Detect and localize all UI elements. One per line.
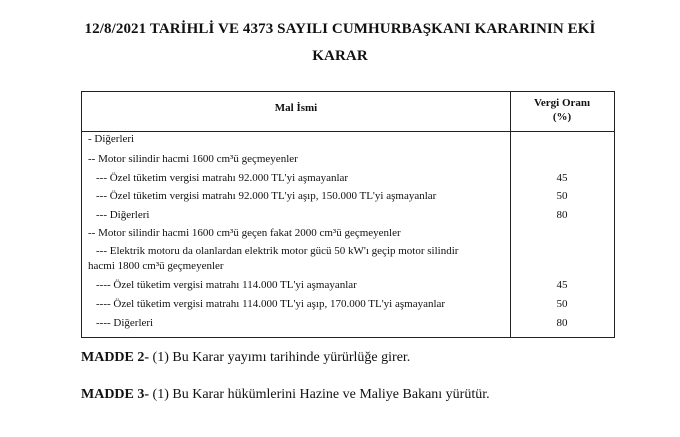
document-title-line2: KARAR bbox=[312, 48, 368, 64]
row-rate: 45 bbox=[556, 279, 568, 291]
row-name: --- Diğerleri bbox=[96, 209, 150, 221]
article-3 bbox=[81, 387, 490, 403]
tax-rate-table bbox=[81, 91, 615, 338]
row-name: hacmi 1800 cm³ü geçmeyenler bbox=[88, 260, 224, 272]
header-product-name: Mal İsmi bbox=[274, 102, 318, 114]
row-name: --- Özel tüketim vergisi matrahı 92.000 TL'yi aşıp, 150.000 TL'yi aşmayanlar bbox=[96, 190, 437, 202]
header-tax-rate-line1: Vergi Oranı bbox=[533, 97, 591, 109]
row-name: ---- Özel tüketim vergisi matrahı 114.000 TL'yi aşmayanlar bbox=[96, 279, 357, 291]
table-header bbox=[82, 92, 614, 132]
article-2-text: (1) Bu Karar yayımı tarihinde yürürlüğe girer. bbox=[149, 350, 411, 365]
document-title bbox=[60, 16, 620, 70]
row-name: -- Motor silindir hacmi 1600 cm³ü geçmeyenler bbox=[88, 153, 298, 165]
article-2 bbox=[81, 350, 410, 366]
row-name: ---- Özel tüketim vergisi matrahı 114.000 TL'yi aşıp, 170.000 TL'yi aşmayanlar bbox=[96, 298, 446, 310]
row-name: ---- Diğerleri bbox=[96, 317, 154, 329]
row-rate: 80 bbox=[556, 317, 568, 329]
row-rate: 50 bbox=[556, 190, 568, 202]
header-tax-rate bbox=[510, 96, 614, 124]
row-rate: 50 bbox=[556, 298, 568, 310]
row-rate: 45 bbox=[556, 172, 568, 184]
article-3-label: MADDE 3- bbox=[81, 387, 150, 402]
header-tax-rate-line2: (%) bbox=[552, 111, 572, 123]
article-3-text: (1) Bu Karar hükümlerini Hazine ve Maliye Bakanı yürütür. bbox=[149, 387, 490, 402]
row-name: - Diğerleri bbox=[88, 133, 135, 145]
row-name: --- Özel tüketim vergisi matrahı 92.000 TL'yi aşmayanlar bbox=[96, 172, 349, 184]
article-2-label: MADDE 2- bbox=[81, 350, 150, 365]
row-name: -- Motor silindir hacmi 1600 cm³ü geçen fakat 2000 cm³ü geçmeyenler bbox=[88, 227, 401, 239]
document-title-line1: 12/8/2021 TARİHLİ VE 4373 SAYILI CUMHURBAŞKANI KARARININ EKİ bbox=[84, 21, 596, 37]
row-rate: 80 bbox=[556, 209, 568, 221]
row-name: --- Elektrik motoru da olanlardan elektrik motor gücü 50 kW'ı geçip motor silindir bbox=[96, 245, 459, 257]
